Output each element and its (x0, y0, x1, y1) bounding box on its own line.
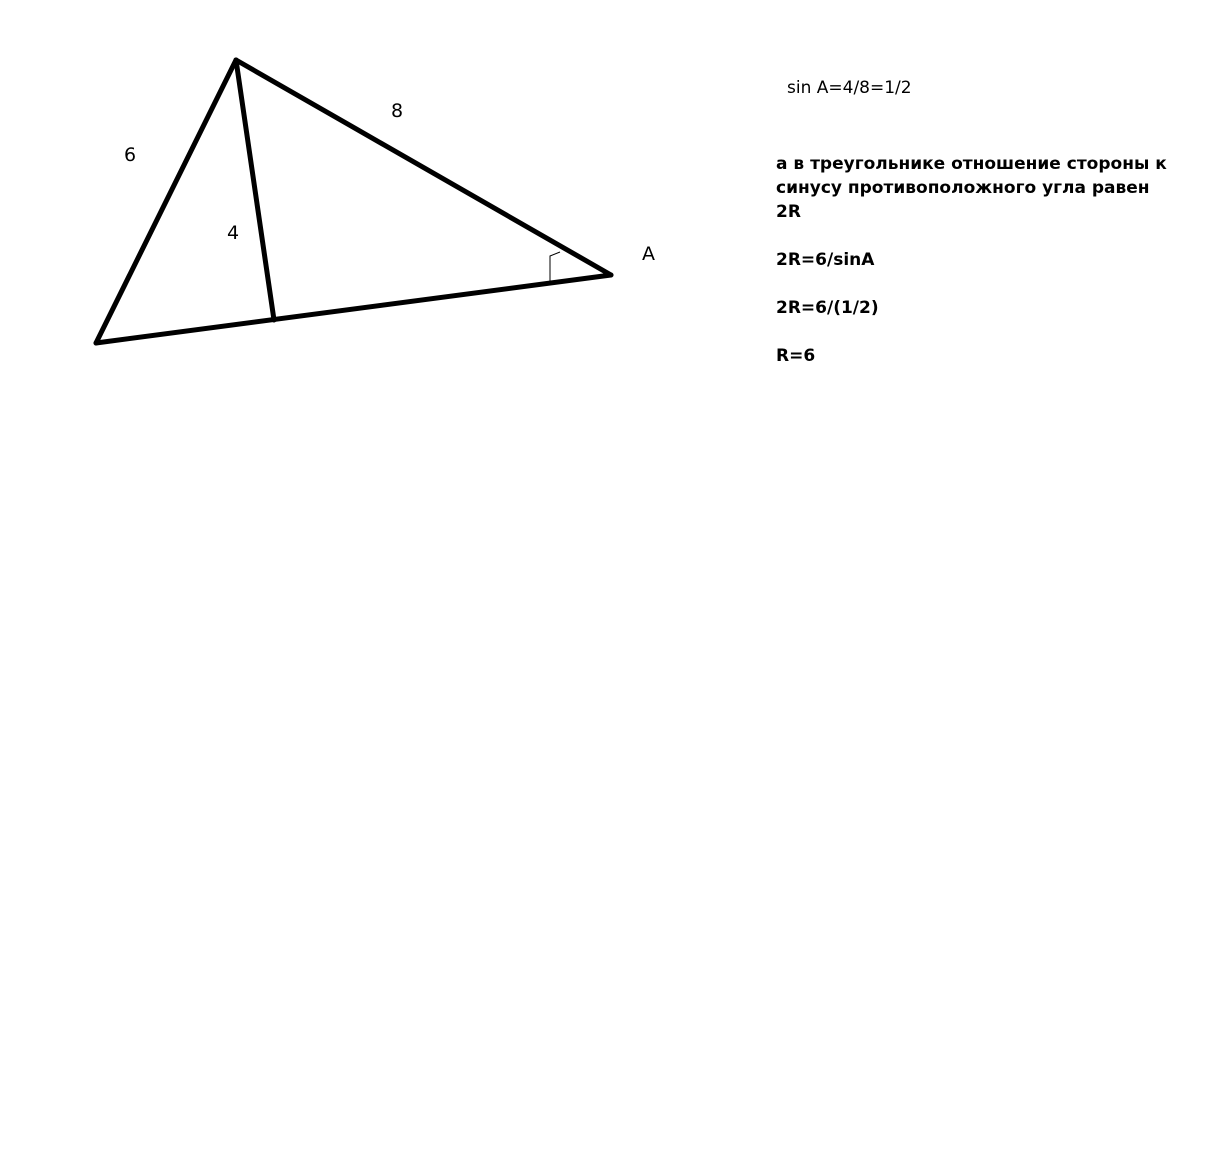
side-top-line (236, 60, 611, 275)
solution-notes (776, 76, 1196, 368)
side-base-line (96, 275, 611, 343)
side-top-label: 8 (391, 100, 404, 122)
law-of-sines-line-2: синусу противоположного угла равен (776, 178, 1150, 198)
height-line (236, 60, 274, 320)
formula-2r-value: 2R=6/(1/2) (776, 298, 879, 318)
formula-r-result: R=6 (776, 346, 816, 366)
side-left-line (96, 60, 236, 343)
side-left-label: 6 (124, 144, 137, 166)
sin-a-formula: sin A=4/8=1/2 (787, 78, 912, 98)
law-of-sines-line-1: а в треугольнике отношение стороны к (776, 154, 1167, 174)
height-label: 4 (227, 222, 240, 244)
formula-2r-sin: 2R=6/sinA (776, 250, 875, 270)
vertex-a-label: A (642, 243, 655, 265)
law-of-sines-line-3: 2R (776, 202, 801, 222)
